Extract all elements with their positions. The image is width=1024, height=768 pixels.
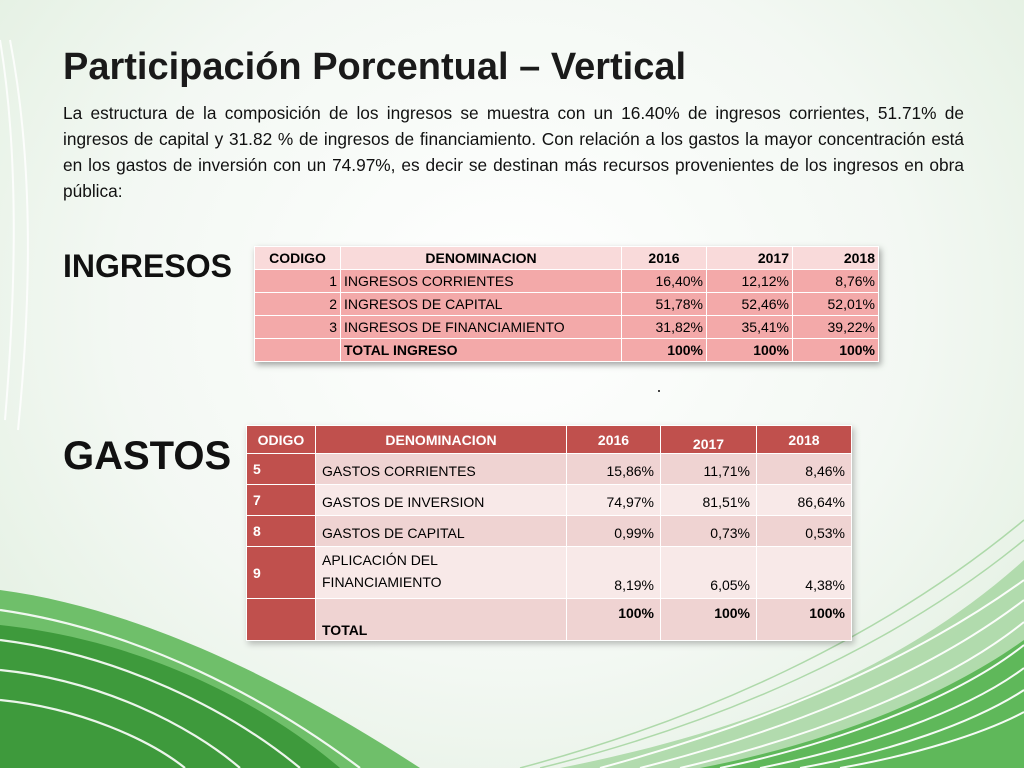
gastos-code: 7 <box>247 485 316 516</box>
ingresos-total-name: TOTAL INGRESO <box>341 339 622 362</box>
ingresos-code: 1 <box>255 270 341 293</box>
gastos-name-line2: FINANCIAMIENTO <box>322 574 442 590</box>
table-row <box>255 293 879 316</box>
gastos-header-2016: 2016 <box>567 426 661 454</box>
gastos-total-name: TOTAL <box>316 599 567 641</box>
ingresos-table <box>254 246 879 362</box>
ingresos-header-2017: 2017 <box>707 247 793 270</box>
gastos-value-2018: 4,38% <box>757 547 852 599</box>
ingresos-header-2016: 2016 <box>622 247 707 270</box>
gastos-value-2018: 8,46% <box>757 454 852 485</box>
gastos-value-2016: 8,19% <box>567 547 661 599</box>
ingresos-value-2018: 52,01% <box>793 293 879 316</box>
table-row <box>247 485 852 516</box>
slide-title: Participación Porcentual – Vertical <box>63 46 687 88</box>
gastos-header-denominacion: DENOMINACION <box>316 426 567 454</box>
ingresos-name: INGRESOS DE FINANCIAMIENTO <box>341 316 622 339</box>
gastos-value-2016: 15,86% <box>567 454 661 485</box>
ingresos-total-row <box>255 339 879 362</box>
gastos-header-codigo: ODIGO <box>247 426 316 454</box>
ingresos-header-denominacion: DENOMINACION <box>341 247 622 270</box>
gastos-name-line1: APLICACIÓN DEL <box>322 552 438 568</box>
ingresos-total-2017: 100% <box>707 339 793 362</box>
gastos-table <box>246 425 852 641</box>
ingresos-header-row <box>255 247 879 270</box>
gastos-value-2018: 86,64% <box>757 485 852 516</box>
gastos-code: 9 <box>247 547 316 599</box>
gastos-header-row <box>247 426 852 454</box>
ingresos-header-2018: 2018 <box>793 247 879 270</box>
gastos-total-2017: 100% <box>661 599 757 641</box>
gastos-name: GASTOS DE CAPITAL <box>316 516 567 547</box>
gastos-code: 8 <box>247 516 316 547</box>
ingresos-value-2017: 52,46% <box>707 293 793 316</box>
ingresos-total-2016: 100% <box>622 339 707 362</box>
gastos-code: 5 <box>247 454 316 485</box>
ingresos-name: INGRESOS CORRIENTES <box>341 270 622 293</box>
intro-paragraph: La estructura de la composición de los ingresos se muestra con un 16.40% de ingresos corrientes, 51.71% de ingresos de capital y 31.82 % de ingresos de financiamiento. Con relación a los gastos la mayor concentración está en los gastos de inversión con un 74.97%, es decir se destinan más recursos provenientes de los ingresos en obra pública: <box>63 103 964 201</box>
gastos-header-2017 <box>661 426 757 454</box>
ingresos-name: INGRESOS DE CAPITAL <box>341 293 622 316</box>
gastos-name: GASTOS DE INVERSION <box>316 485 567 516</box>
gastos-value-2018: 0,53% <box>757 516 852 547</box>
ingresos-code: 3 <box>255 316 341 339</box>
gastos-value-2016: 74,97% <box>567 485 661 516</box>
ingresos-value-2016: 51,78% <box>622 293 707 316</box>
ingresos-total-2018: 100% <box>793 339 879 362</box>
gastos-value-2017: 11,71% <box>661 454 757 485</box>
table-row <box>247 516 852 547</box>
ingresos-heading: INGRESOS <box>63 248 232 284</box>
ingresos-code: 2 <box>255 293 341 316</box>
ingresos-value-2017: 35,41% <box>707 316 793 339</box>
gastos-value-2017: 81,51% <box>661 485 757 516</box>
ingresos-value-2016: 31,82% <box>622 316 707 339</box>
gastos-value-2016: 0,99% <box>567 516 661 547</box>
table-row <box>247 547 852 599</box>
gastos-name <box>316 547 567 599</box>
table-row <box>247 454 852 485</box>
ingresos-value-2018: 8,76% <box>793 270 879 293</box>
ingresos-value-2018: 39,22% <box>793 316 879 339</box>
gastos-total-code <box>247 599 316 641</box>
ingresos-total-code <box>255 339 341 362</box>
gastos-total-2016: 100% <box>567 599 661 641</box>
table-row <box>255 316 879 339</box>
ingresos-value-2017: 12,12% <box>707 270 793 293</box>
gastos-name: GASTOS CORRIENTES <box>316 454 567 485</box>
ingresos-value-2016: 16,40% <box>622 270 707 293</box>
gastos-header-2017-label: 2017 <box>692 435 725 452</box>
gastos-value-2017: 6,05% <box>661 547 757 599</box>
gastos-total-row <box>247 599 852 641</box>
gastos-value-2017: 0,73% <box>661 516 757 547</box>
stray-dot <box>658 390 660 392</box>
gastos-total-2018: 100% <box>757 599 852 641</box>
gastos-header-2018: 2018 <box>757 426 852 454</box>
ingresos-header-codigo: CODIGO <box>255 247 341 270</box>
table-row <box>255 270 879 293</box>
gastos-heading: GASTOS <box>63 434 232 478</box>
